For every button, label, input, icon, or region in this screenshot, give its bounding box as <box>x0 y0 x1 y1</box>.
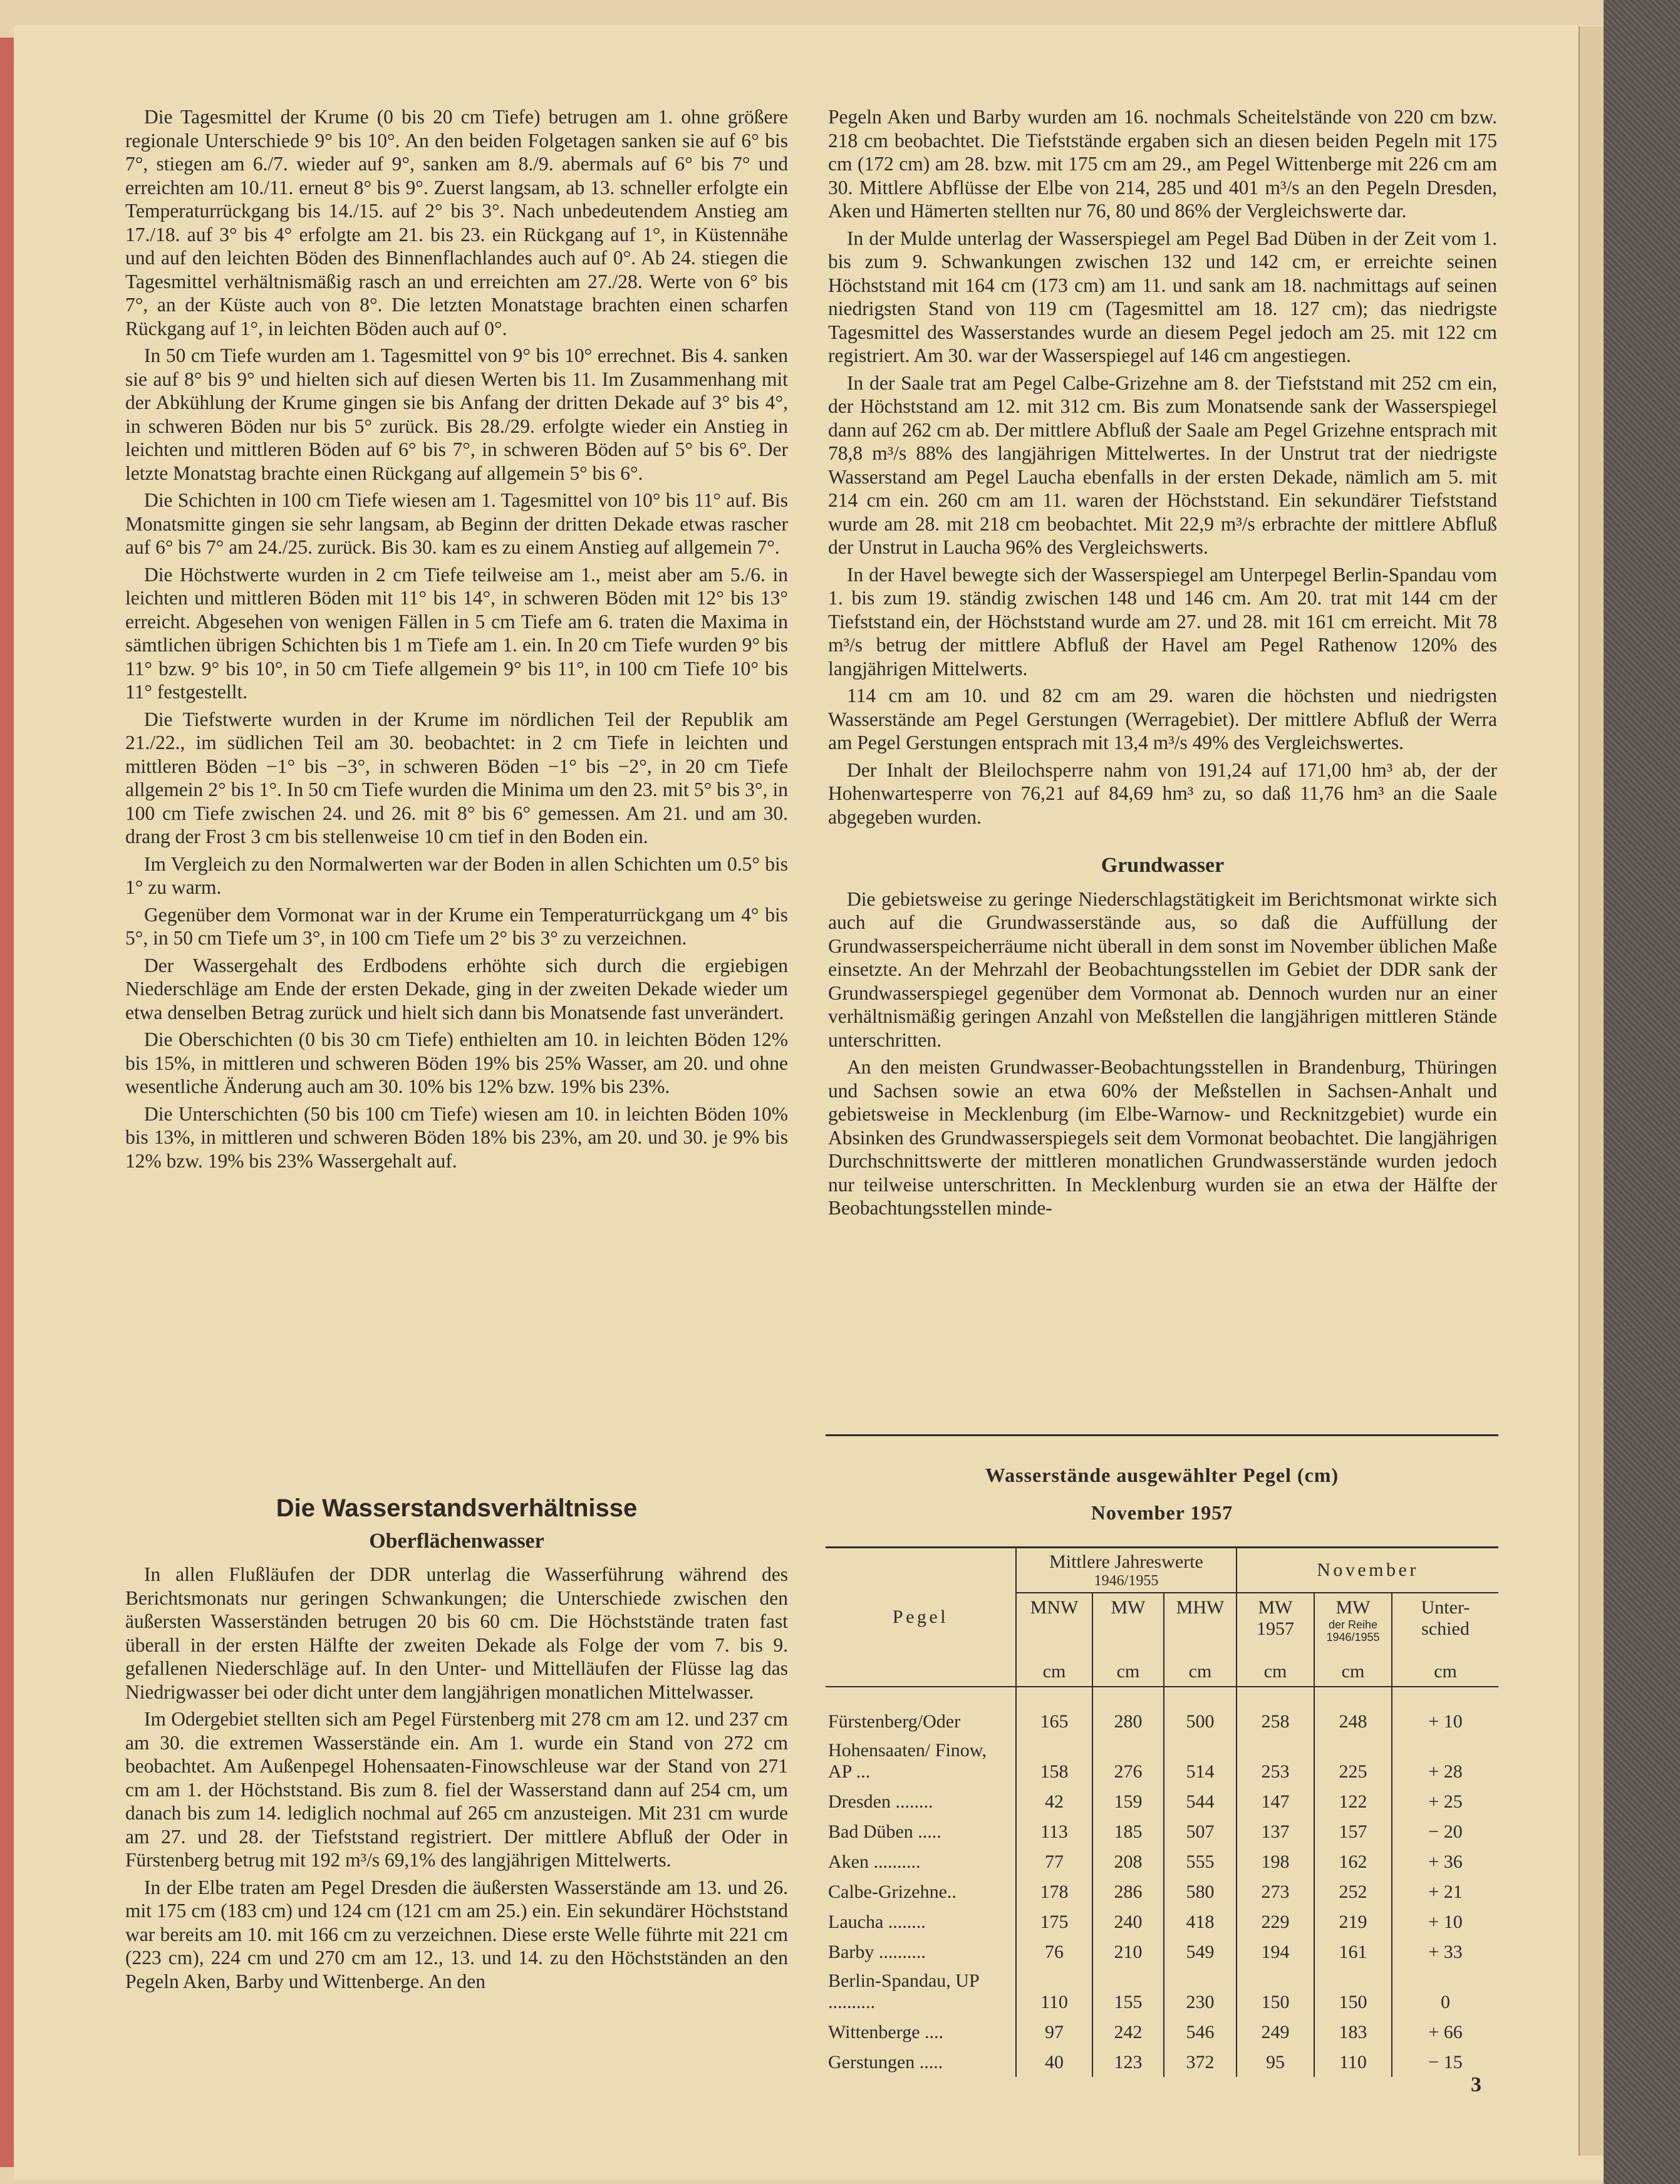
cell-mw: 242 <box>1092 2013 1164 2043</box>
cell-diff: + 10 <box>1392 1687 1498 1732</box>
cell-diff: + 25 <box>1392 1783 1498 1813</box>
cell-mhw: 580 <box>1164 1873 1237 1903</box>
table-row <box>826 1813 1498 1843</box>
cell-mwreihe: 150 <box>1314 1963 1392 2013</box>
unit-mnw: cm <box>1016 1657 1092 1687</box>
unit-diff: cm <box>1392 1657 1498 1687</box>
cell-diff: + 36 <box>1392 1843 1498 1873</box>
cell-pegel: Barby .......... <box>828 1942 926 1962</box>
section-subtitle: Oberflächenwasser <box>369 1529 544 1553</box>
cell-pegel: Hohensaaten/ Finow, AP ... <box>828 1740 987 1782</box>
paragraph-hoechstwerte: Die Höchstwerte wurden in 2 cm Tiefe teilweise am 1., meist aber am 5./6. in leichten und mittleren Böden mit 11° bis 14°, in schweren Böden mit 12° bis 13° erreicht. Abgesehen von wenigen Fällen in 5 cm Tiefe am 6. traten die Maxima in sämtlichen übrigen Schichten bis 1 m Tiefe am 1. ein. In 20 cm Tiefe wurden 9° bis 11° bzw. 9° bis 10°, in 50 cm Tiefe allgemein 9° bis 11°, in 100 cm Tiefe 10° bis 11° festgestellt. <box>125 563 788 703</box>
unit-mw: cm <box>1092 1657 1164 1687</box>
cell-mwreihe: 219 <box>1314 1903 1392 1933</box>
cell-mw1957: 150 <box>1237 1963 1314 2013</box>
cell-mwreihe: 162 <box>1314 1843 1392 1873</box>
paragraph-unterschichten: Die Unterschichten (50 bis 100 cm Tiefe) wiesen am 10. in leichten Böden 10% bis 13%, in mittleren und schweren Böden 18% bis 23%, am 20. und 30. je 9% bis 12% bzw. 19% bis 23% Wassergehalt auf. <box>125 1102 788 1172</box>
table-row <box>826 1933 1498 1963</box>
table-row <box>826 2043 1498 2077</box>
cell-diff: + 66 <box>1392 2013 1498 2043</box>
header-mittlere-jahreswerte <box>1016 1548 1237 1593</box>
cell-mnw: 77 <box>1016 1843 1092 1873</box>
cell-mnw: 40 <box>1016 2043 1092 2077</box>
cell-mhw: 544 <box>1164 1783 1237 1813</box>
paragraph-talsperren: Der Inhalt der Bleilochsperre nahm von 191,24 auf 171,00 hm³ ab, der der Hohenwartesperre von 76,21 auf 84,69 hm³ zu, so daß 11,76 hm³ an die Saale abgegeben wurden. <box>828 758 1497 828</box>
cell-mnw: 165 <box>1016 1687 1092 1732</box>
cell-mw: 123 <box>1092 2043 1164 2077</box>
cell-mwreihe: 157 <box>1314 1813 1392 1843</box>
pegel-table-block <box>826 1462 1498 2077</box>
paragraph-grundwasser-2: An den meisten Grundwasser-Beobachtungsstellen in Brandenburg, Thüringen und Sachsen sowie an etwa 60% der Meßstellen in Sachsen-Anhalt und gebietsweise in Mecklenburg (im Elbe-Warnow- und Recknitzgebiet) wurde ein Absinken des Grundwasserspiegels seit dem Vormonat beobachtet. Die langjährigen Durchschnittswerte der mittleren monatlichen Grundwasserstände wurden jedoch nur teilweise unterschritten. In Mecklenburg wurden sie an etwa der Hälfte der Beobachtungsstellen minde- <box>828 1056 1497 1219</box>
header-group1-years: 1946/1955 <box>1094 1573 1159 1589</box>
cell-mw1957: 198 <box>1237 1843 1314 1873</box>
paragraph-wassergehalt: Der Wassergehalt des Erdbodens erhöhte sich durch die ergiebigen Niederschläge am Ende der ersten Dekade, ging in der zweiten Dekade wieder um etwa denselben Betrag zurück und hielt sich dann bis Monatsende fast unverändert. <box>125 954 788 1023</box>
cell-mw1957: 137 <box>1237 1813 1314 1843</box>
header-mw: MW <box>1092 1593 1164 1657</box>
paragraph-odergebiet: Im Odergebiet stellten sich am Pegel Fürstenberg mit 278 cm am 12. und 237 cm am 30. die extremen Wasserstände ein. Am 1. wurde ein Stand von 272 cm beobachtet. Am Außenpegel Hohensaaten-Finowschleuse war der Stand von 271 cm am 1. der Höchststand. Bis zum 8. fiel der Wasserstand dann auf 254 cm, um danach bis zum 14. lediglich nochmal auf 265 cm anzusteigen. Mit 231 cm wurde am 27. und 28. der Tiefststand registriert. Der mittlere Abfluß der Oder in Fürstenberg betrug mit 192 m³/s 69,1% des langjährigen Mittelwerts. <box>125 1708 788 1871</box>
table-row <box>826 1843 1498 1873</box>
right-column <box>828 105 1497 1224</box>
cell-mnw: 110 <box>1016 1963 1092 2013</box>
paragraph-100cm: Die Schichten in 100 cm Tiefe wiesen am 1. Tagesmittel von 10° bis 11° auf. Bis Monatsmitte gingen sie sehr langsam, ab Beginn der dritten Dekade etwas rascher auf 6° bis 7° am 24./25. zurück. Bis 30. kam es zu einem Anstieg auf allgemein 7°. <box>125 489 788 558</box>
paragraph-mulde: In der Mulde unterlag der Wasserspiegel am Pegel Bad Düben in der Zeit vom 1. bis zum 9. Schwankungen zwischen 132 und 142 cm, er erreichte seinen Höchststand mit 164 cm (173 cm) am 11. und sank am 18. nachmittags auf seinen niedrigsten Stand von 119 cm (Tagesmittel am 18. 127 cm); das niedrigste Tagesmittel des Wasserstandes wurde an diesem Pegel jedoch am 25. mit 122 cm registriert. Am 30. war der Wasserspiegel auf 146 cm angestiegen. <box>828 227 1497 366</box>
table-row <box>826 1687 1498 1732</box>
header-mhw: MHW <box>1164 1593 1237 1657</box>
cell-mnw: 42 <box>1016 1783 1092 1813</box>
cell-mw1957: 253 <box>1237 1732 1314 1783</box>
cell-mnw: 76 <box>1016 1933 1092 1963</box>
cell-mnw: 178 <box>1016 1873 1092 1903</box>
paragraph-oberschichten: Die Oberschichten (0 bis 30 cm Tiefe) enthielten am 10. in leichten Böden 12% bis 15%, in mittleren und schweren Böden 19% bis 25% Wasser, am 20. und ohne wesentliche Änderung auch am 30. 10% bis 12% bzw. 19% bis 23%. <box>125 1028 788 1097</box>
cell-pegel: Gerstungen ..... <box>828 2052 943 2073</box>
cell-mhw: 372 <box>1164 2043 1237 2077</box>
page-number: 3 <box>1471 2073 1481 2096</box>
cell-diff: + 10 <box>1392 1903 1498 1933</box>
section-title: Die Wasserstandsverhältnisse <box>276 1494 638 1522</box>
header-mwreihe-c: 1946/1955 <box>1326 1631 1380 1643</box>
pegel-table <box>826 1546 1498 2077</box>
book-spine <box>1604 0 1680 2184</box>
cell-mwreihe: 110 <box>1314 2043 1392 2077</box>
cell-mw: 286 <box>1092 1873 1164 1903</box>
header-pegel: Pegel <box>826 1548 1016 1687</box>
unit-mw1957: cm <box>1237 1657 1314 1687</box>
paragraph-elbe: In der Elbe traten am Pegel Dresden die äußersten Wasserstände am 13. und 26. mit 175 cm (183 cm) und 124 cm (121 cm am 25.) ein. Ein sekundärer Höchststand war bereits am 10. mit 166 cm zu verzeichnen. Diese erste Welle führte mit 221 cm (223 cm), 224 cm und 270 cm am 12., 13. und 14. zu den Höchstständen an den Pegeln Aken, Barby und Wittenberge. An den <box>125 1876 788 1992</box>
table-row <box>826 1903 1498 1933</box>
table-row <box>826 1963 1498 2013</box>
cell-diff: + 33 <box>1392 1933 1498 1963</box>
cell-pegel: Laucha ........ <box>828 1912 926 1932</box>
header-unterschied <box>1392 1593 1498 1657</box>
paragraph-normalwerte: Im Vergleich zu den Normalwerten war der Boden in allen Schichten um 0.5° bis 1° zu warm. <box>125 852 788 898</box>
cell-mhw: 546 <box>1164 2013 1237 2043</box>
cell-mhw: 230 <box>1164 1963 1237 2013</box>
paragraph-saale: In der Saale trat am Pegel Calbe-Grizehne am 8. der Tiefststand mit 252 cm ein, der Höchststand am 12. mit 312 cm. Bis zum Monatsende sank der Wasserspiegel dann auf 262 cm ab. Der mittlere Abfluß der Saale am Pegel Grizehne entsprach mit 78,8 m³/s 88% des langjährigen Mittelwertes. In der Unstrut trat der niedrigste Wasserstand am Pegel Laucha ebenfalls in der ersten Dekade, nämlich am 5. mit 214 cm ein. 260 cm am 11. waren der Höchststand. Ein sekundärer Tiefststand wurde am 28. mit 218 cm beobachtet. Mit 22,9 m³/s erbrachte der mittlere Abfluß der Unstrut in Laucha 96% des Vergleichswerts. <box>828 371 1497 558</box>
table-row <box>826 1732 1498 1783</box>
paragraph-flusslaeufe: In allen Flußläufen der DDR unterlag die Wasserführung während des Berichtsmonats nur geringen Schwankungen; die Unterschiede zwischen den äußersten Wasserständen betrugen 20 bis 60 cm. Die Höchststände traten fast überall in der ersten Hälfte der zweiten Dekade als Folge der vom 7. bis 9. gefallenen Niederschläge auf. In den Unter- und Mittelläufen der Flüsse lag das Niedrigwasser bei oder dicht unter dem langjährigen monatlichen Mittelwasser. <box>125 1563 788 1703</box>
cell-pegel: Aken .......... <box>828 1851 921 1872</box>
header-mw-1957 <box>1237 1593 1314 1657</box>
header-november: November <box>1237 1548 1498 1593</box>
cell-pegel: Fürstenberg/Oder <box>828 1711 961 1732</box>
cell-mw1957: 147 <box>1237 1783 1314 1813</box>
cell-mwreihe: 248 <box>1314 1687 1392 1732</box>
header-diff-a: Unter- <box>1421 1597 1470 1618</box>
cell-mw1957: 273 <box>1237 1873 1314 1903</box>
paragraph-tiefstwerte: Die Tiefstwerte wurden in der Krume im nördlichen Teil der Republik am 21./22., im südlichen Teil am 30. beobachtet: in 2 cm Tiefe in leichten und mittleren Böden −1° bis −3°, in schweren Böden −1° bis −2°, in 20 cm Tiefe allgemein 2° bis 1°. In 50 cm Tiefe wurden die Minima um den 23. mit 5° bis 3°, in 100 cm Tiefe zwischen 24. und 26. mit 8° bis 6° gemessen. Am 21. und am 30. drang der Frost 3 cm bis stellenweise 10 cm tief in den Boden ein. <box>125 708 788 847</box>
cell-mhw: 500 <box>1164 1687 1237 1732</box>
paragraph-50cm: In 50 cm Tiefe wurden am 1. Tagesmittel von 9° bis 10° errechnet. Bis 4. sanken sie auf 8° bis 9° und hielten sich auf diesen Werten bis 11. Im Zusammenhang mit der Abkühlung der Krume gingen sie bis Anfang der dritten Dekade auf 3° bis 4°, in schweren Böden nur bis 5° zurück. Bis 28./29. erfolgte wieder ein Anstieg in leichten und mittleren Böden auf 6° bis 7°, in schweren Böden auf 5° bis 6°. Der letzte Monatstag brachte einen Rückgang auf allgemein 5° bis 6°. <box>125 344 788 484</box>
cell-mwreihe: 161 <box>1314 1933 1392 1963</box>
header-mw-reihe <box>1314 1593 1392 1657</box>
cell-mw: 276 <box>1092 1732 1164 1783</box>
header-mw1957-b: 1957 <box>1257 1618 1294 1639</box>
paragraph-vormonat: Gegenüber dem Vormonat war in der Krume ein Temperaturrückgang um 4° bis 5°, in 50 cm Tiefe um 3°, in 100 cm Tiefe um 2° bis 3° zu verzeichnen. <box>125 903 788 949</box>
header-mw1957-a: MW <box>1258 1597 1293 1618</box>
table-row <box>826 1783 1498 1813</box>
paragraph-krume: Die Tagesmittel der Krume (0 bis 20 cm Tiefe) betrugen am 1. ohne größere regionale Unterschiede 9° bis 10°. An den beiden Folgetagen sanken sie auf 6° bis 7°, stiegen am 6./7. wieder auf 9°, sanken am 8./9. abermals auf 6° bis 7° und erreichten am 10./11. erneut 8° bis 9°. Zuerst langsam, ab 13. schneller erfolgte ein Temperaturrückgang bis 14./15. auf 2° bis 3°. Nach unbedeutendem Anstieg am 17./18. auf 3° bis 4° erfolgte am 21. bis 23. ein Rückgang auf 1°, in Küstennähe und auf den leichten Böden des Binnenflachlandes auch auf 0°. Ab 24. stiegen die Tagesmittel verhältnismäßig rasch an und erreichten am 27./28. Werte von 6° bis 7°, an der Küste auch von 8°. Die letzten Monatstage brachten einen scharfen Rückgang auf 1°, in leichten Böden auch auf 0°. <box>125 106 788 339</box>
paragraph-pegel-aken: Pegeln Aken und Barby wurden am 16. nochmals Scheitelstände von 220 cm bzw. 218 cm beobachtet. Die Tiefststände ergaben sich an diesen beiden Pegeln mit 175 cm (172 cm) am 28. bzw. mit 175 cm am 29., am Pegel Wittenberge mit 226 cm am 30. Mittlere Abflüsse der Elbe von 214, 285 und 401 m³/s an den Pegeln Dresden, Aken und Hämerten stellten nur 76, 80 und 86% der Vergleichswerte dar. <box>828 106 1497 222</box>
cell-mw: 155 <box>1092 1963 1164 2013</box>
section-divider <box>826 1434 1498 1436</box>
cell-mwreihe: 122 <box>1314 1783 1392 1813</box>
table-row <box>826 2013 1498 2043</box>
cell-mw1957: 194 <box>1237 1933 1314 1963</box>
paragraph-havel: In der Havel bewegte sich der Wasserspiegel am Unterpegel Berlin-Spandau vom 1. bis zum 19. ständig zwischen 148 und 146 cm. Am 20. trat mit 144 cm der Tiefststand ein, der Höchststand wurde am 27. und 28. mit 161 cm erreicht. Mit 78 m³/s betrug der mittlere Abfluß der Havel am Pegel Rathenow 120% des langjährigen Mittelwerts. <box>828 563 1497 680</box>
cell-mw: 185 <box>1092 1813 1164 1843</box>
cell-mnw: 113 <box>1016 1813 1092 1843</box>
cell-mnw: 97 <box>1016 2013 1092 2043</box>
cell-mnw: 158 <box>1016 1732 1092 1783</box>
left-column-bottom <box>125 1494 788 1997</box>
cell-pegel: Dresden ........ <box>828 1791 933 1812</box>
cell-mw1957: 258 <box>1237 1687 1314 1732</box>
table-row <box>826 1873 1498 1903</box>
cell-mw: 159 <box>1092 1783 1164 1813</box>
grundwasser-title: Grundwasser <box>1101 854 1225 877</box>
header-group1-label: Mittlere Jahreswerte <box>1049 1551 1203 1572</box>
header-mwreihe-a: MW <box>1335 1597 1371 1618</box>
cell-pegel: Berlin-Spandau, UP .......... <box>828 1970 979 2012</box>
cell-diff: 0 <box>1392 1963 1498 2013</box>
cell-mw1957: 95 <box>1237 2043 1314 2077</box>
header-mnw: MNW <box>1016 1593 1092 1657</box>
cell-mwreihe: 252 <box>1314 1873 1392 1903</box>
cell-mhw: 514 <box>1164 1732 1237 1783</box>
cell-mwreihe: 183 <box>1314 2013 1392 2043</box>
cell-mhw: 507 <box>1164 1813 1237 1843</box>
table-title: Wasserstände ausgewählter Pegel (cm) <box>985 1464 1339 1486</box>
cell-mwreihe: 225 <box>1314 1732 1392 1783</box>
cell-mw1957: 249 <box>1237 2013 1314 2043</box>
adjacent-page-edge <box>0 38 14 2167</box>
unit-mwreihe: cm <box>1314 1657 1392 1687</box>
cell-mw: 210 <box>1092 1933 1164 1963</box>
cell-diff: − 15 <box>1392 2043 1498 2077</box>
cell-mhw: 418 <box>1164 1903 1237 1933</box>
paragraph-grundwasser-1: Die gebietsweise zu geringe Niederschlagstätigkeit im Berichtsmonat wirkte sich auch auf die Grundwasserstände aus, so daß die Auffüllung der Grundwasserspeicherräume nicht überall in dem sonst im November üblichen Maße einsetzte. An der Mehrzahl der Beobachtungsstellen im Gebiet der DDR sank der Grundwasserspiegel gegenüber dem Vormonat ab. Dennoch wurden nur an einer verhältnismäßig geringen Anzahl von Meßstellen die langjährigen mittleren Stände unterschritten. <box>828 888 1497 1051</box>
unit-mhw: cm <box>1164 1657 1237 1687</box>
cell-mnw: 175 <box>1016 1903 1092 1933</box>
cell-pegel: Bad Düben ..... <box>828 1821 941 1842</box>
left-column-top <box>125 105 788 1176</box>
cell-pegel: Calbe-Grizehne.. <box>828 1881 957 1902</box>
cell-mw: 208 <box>1092 1843 1164 1873</box>
cell-mhw: 555 <box>1164 1843 1237 1873</box>
cell-diff: − 20 <box>1392 1813 1498 1843</box>
table-subtitle: November 1957 <box>1091 1501 1233 1524</box>
cell-mhw: 549 <box>1164 1933 1237 1963</box>
header-mwreihe-b: der Reihe <box>1328 1618 1378 1631</box>
cell-pegel: Wittenberge .... <box>828 2022 944 2042</box>
cell-mw: 280 <box>1092 1687 1164 1732</box>
cell-diff: + 28 <box>1392 1732 1498 1783</box>
paragraph-werra: 114 cm am 10. und 82 cm am 29. waren die höchsten und niedrigsten Wasserstände am Pegel Gerstungen (Werragebiet). Der mittlere Abfluß der Werra am Pegel Gerstungen entsprach mit 13,4 m³/s 49% des Vergleichswertes. <box>828 685 1497 753</box>
header-diff-b: schied <box>1421 1618 1470 1639</box>
cell-mw: 240 <box>1092 1903 1164 1933</box>
cell-mw1957: 229 <box>1237 1903 1314 1933</box>
cell-diff: + 21 <box>1392 1873 1498 1903</box>
